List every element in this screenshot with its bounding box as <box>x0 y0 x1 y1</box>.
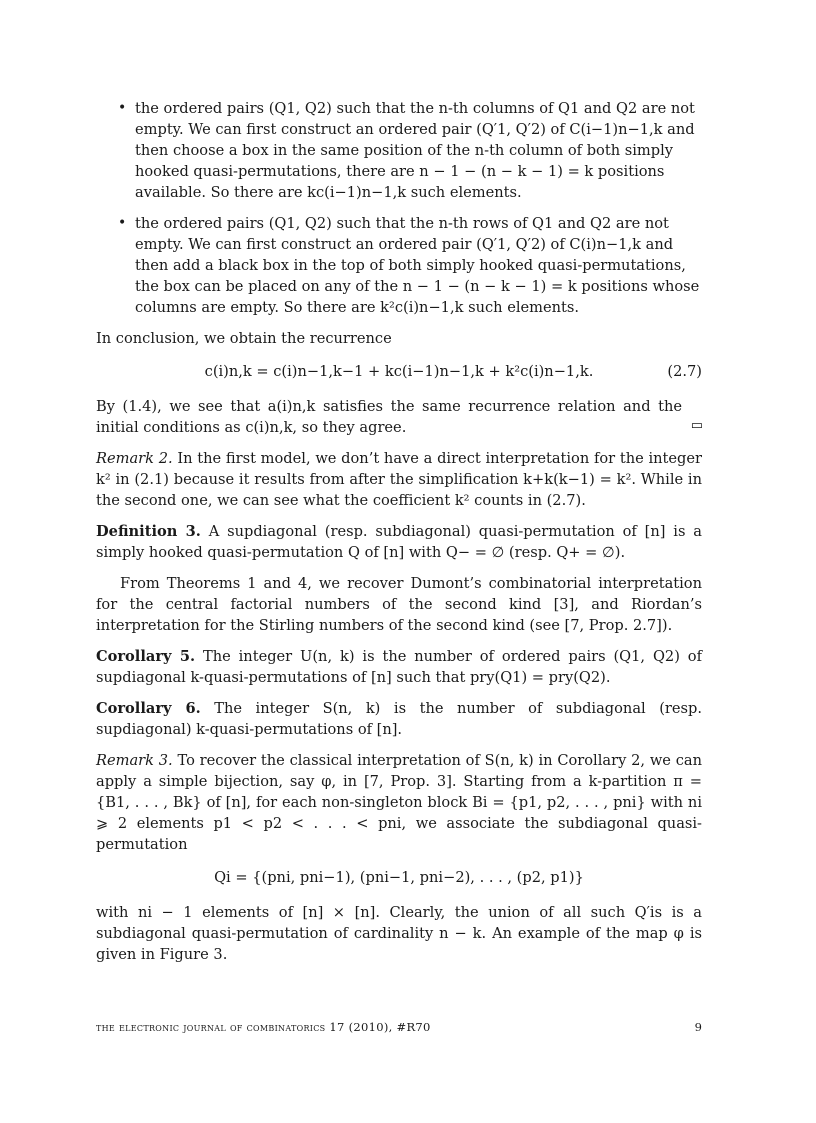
proof-end-paragraph <box>96 396 702 438</box>
qed-icon: ▭ <box>690 418 702 433</box>
bullet-text: the ordered pairs (Q1, Q2) such that the n-th rows of Q1 and Q2 are not empty. We can first construct an ordered pair (Q′1, Q′2) of C(i)n−1,k and then add a black box in the top of both simply hooked quasi-permutations, the box can be placed on any of the n − 1 − (n − k − 1) = k positions whose columns are empty. So there are k²c(i)n−1,k such elements. <box>135 215 700 316</box>
remark-2 <box>96 448 702 511</box>
body-paragraph: From Theorems 1 and 4, we recover Dumont’s combinatorial interpretation for the central factorial numbers of the second kind [3], and Riordan’s interpretation for the Stirling numbers of the second kind (see [7, Prop. 2.7]). <box>96 575 702 634</box>
list-item <box>96 213 702 318</box>
corollary-label: Corollary 6. <box>96 700 201 717</box>
page-number: 9 <box>694 1020 702 1034</box>
proof-end-text: By (1.4), we see that a(i)n,k satisfies the same recurrence relation and the initial conditions as c(i)n,k, so they agree. <box>96 398 682 436</box>
corollary-label: Corollary 5. <box>96 648 196 665</box>
page-body <box>96 98 702 975</box>
remark-label: Remark 2. <box>96 450 173 467</box>
bullet-icon: • <box>118 100 127 116</box>
page-footer <box>96 1020 702 1034</box>
equation-formula: Qi = {(pni, pni−1), (pni−1, pni−2), . . . , (p2, p1)} <box>214 869 584 886</box>
bullet-icon: • <box>118 215 127 231</box>
corollary-6 <box>96 698 702 740</box>
definition-text: A supdiagonal (resp. subdiagonal) quasi-permutation of [n] is a simply hooked quasi-permutation Q of [n] with Q− = ∅ (resp. Q+ = ∅). <box>96 523 702 561</box>
corollary-5 <box>96 646 702 688</box>
remark-3 <box>96 750 702 855</box>
definition-label: Definition 3. <box>96 523 201 540</box>
journal-citation: the electronic journal of combinatorics 17 (2010), #R70 <box>96 1020 431 1034</box>
equation-qi <box>96 867 702 888</box>
closing-paragraph: with ni − 1 elements of [n] × [n]. Clearly, the union of all such Q′is is a subdiagonal quasi-permutation of cardinality n − k. An example of the map φ is given in Figure 3. <box>96 904 702 963</box>
bullet-text: the ordered pairs (Q1, Q2) such that the n-th columns of Q1 and Q2 are not empty. We can first construct an ordered pair (Q′1, Q′2) of C(i−1)n−1,k and then choose a box in the same position of the n-th column of both simply hooked quasi-permutations, there are n − 1 − (n − k − 1) = k positions available. So there are kc(i−1)n−1,k such elements. <box>135 100 695 201</box>
equation-formula: c(i)n,k = c(i)n−1,k−1 + kc(i−1)n−1,k + k²c(i)n−1,k. <box>204 363 594 380</box>
equation-2-7 <box>96 361 702 382</box>
equation-number: (2.7) <box>667 363 702 380</box>
remark-text: In the first model, we don’t have a direct interpretation for the integer k² in (2.1) because it results from after the simplification k+k(k−1) = k². While in the second one, we can see what the coefficient k² counts in (2.7). <box>96 450 703 509</box>
list-item <box>96 98 702 203</box>
remark-label: Remark 3. <box>96 752 173 769</box>
corollary-text: The integer S(n, k) is the number of subdiagonal (resp. supdiagonal) k-quasi-permutations of [n]. <box>96 700 702 738</box>
corollary-text: The integer U(n, k) is the number of ordered pairs (Q1, Q2) of supdiagonal k-quasi-permutations of [n] such that pry(Q1) = pry(Q2). <box>96 648 702 686</box>
definition-3 <box>96 521 702 563</box>
conclusion-text: In conclusion, we obtain the recurrence <box>96 330 392 347</box>
remark-text: To recover the classical interpretation of S(n, k) in Corollary 2, we can apply a simple bijection, say φ, in [7, Prop. 3]. Starting from a k-partition π = {B1, . . . , Bk} of [n], for each non-singleton block Bi = {p1, p2, . . . , pni} with ni ⩾ 2 elements p1 < p2 < . . . < pni, we associate the subdiagonal quasi-permutation <box>96 752 703 853</box>
